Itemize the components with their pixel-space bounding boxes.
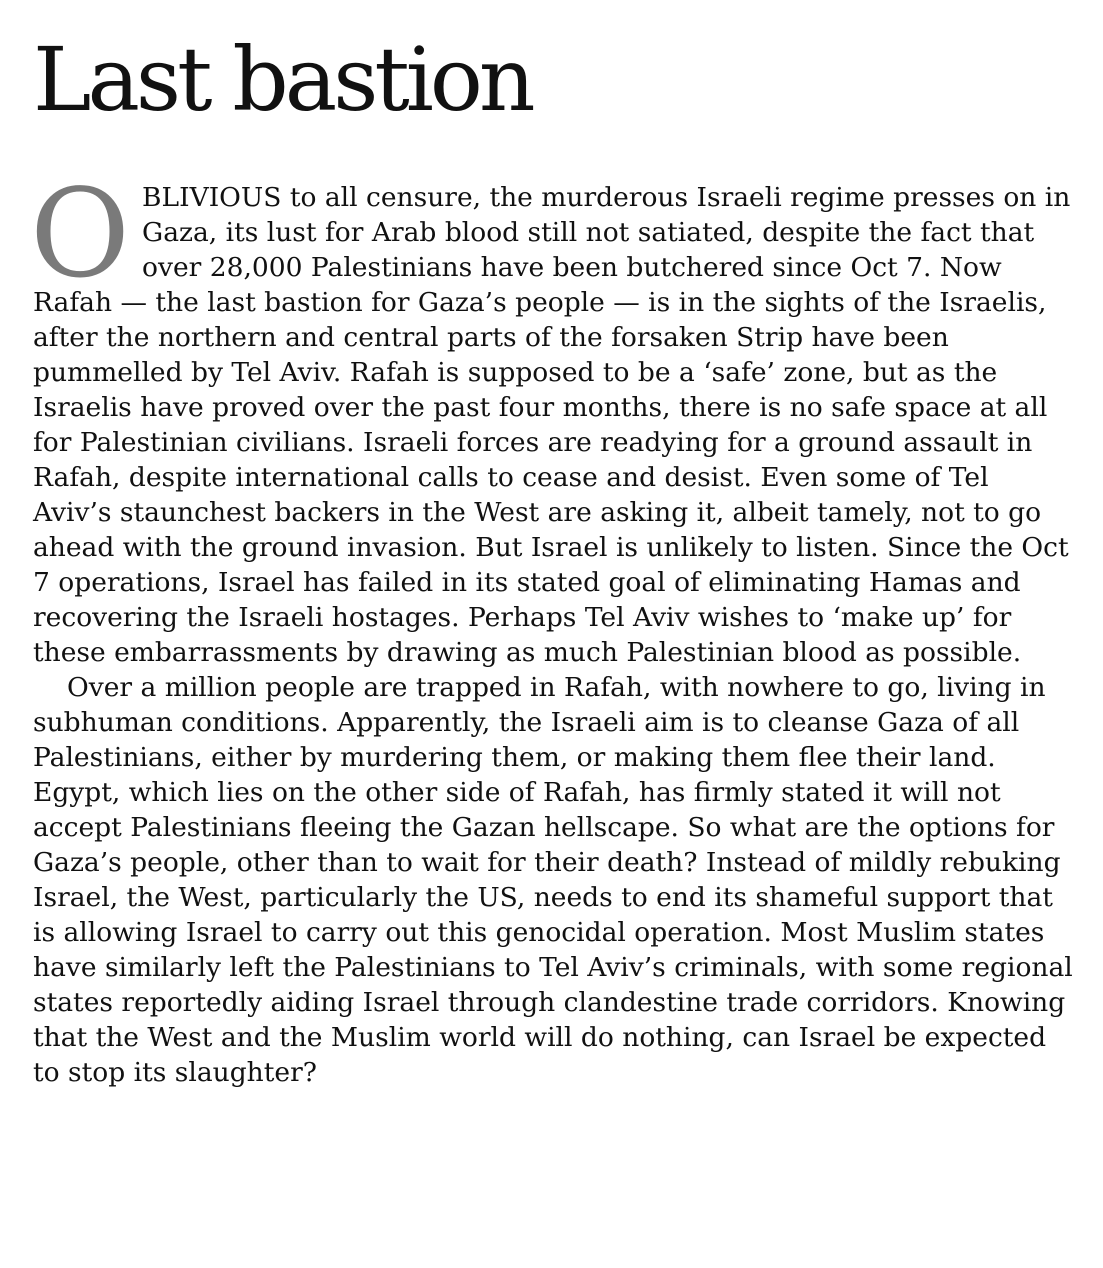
paragraph-1 xyxy=(30,163,1073,670)
paragraph-1-text: BLIVIOUS to all censure, the murderous Israeli regime presses on in Gaza, its lust for Arab blood still not satiated, despite the fact that over 28,000 Palestinians have been butchered since Oct 7. Now Rafah — the last bastion for Gaza’s people — is in the sights of the Israelis, after the northern and central parts of the forsaken Strip have been pummelled by Tel Aviv. Rafah is supposed to be a ‘safe’ zone, but as the Israelis have proved over the past four months, there is no safe space at all for Palestinian civilians. Israeli forces are readying for a ground assault in Rafah, despite international calls to cease and desist. Even some of Tel Aviv’s staunchest backers in the West are asking it, albeit tamely, not to go ahead with the ground invasion. But Israel is unlikely to listen. Since the Oct 7 operations, Israel has failed in its stated goal of eliminating Hamas and recovering the Israeli hostages. Perhaps Tel Aviv wishes to ‘make up’ for these embarrassments by drawing as much Palestinian blood as possible. xyxy=(33,182,1071,668)
editorial-article xyxy=(30,28,1073,1090)
article-body xyxy=(30,163,1073,1090)
paragraph-2: Over a million people are trapped in Rafah, with nowhere to go, living in subhuman conditions. Apparently, the Israeli aim is to cleanse Gaza of all Palestinians, either by murdering them, or making them flee their land. Egypt, which lies on the other side of Rafah, has firmly stated it will not accept Palestinians fleeing the Gazan hellscape. So what are the options for Gaza’s people, other than to wait for their death? Instead of mildly rebuking Israel, the West, particularly the US, needs to end its shameful support that is allowing Israel to carry out this genocidal operation. Most Muslim states have similarly left the Palestinians to Tel Aviv’s criminals, with some regional states reportedly aiding Israel through clandestine trade corridors. Knowing that the West and the Muslim world will do nothing, can Israel be expected to stop its slaughter? xyxy=(33,672,1073,1088)
headline: Last bastion xyxy=(33,28,532,131)
drop-cap: O xyxy=(30,163,131,305)
